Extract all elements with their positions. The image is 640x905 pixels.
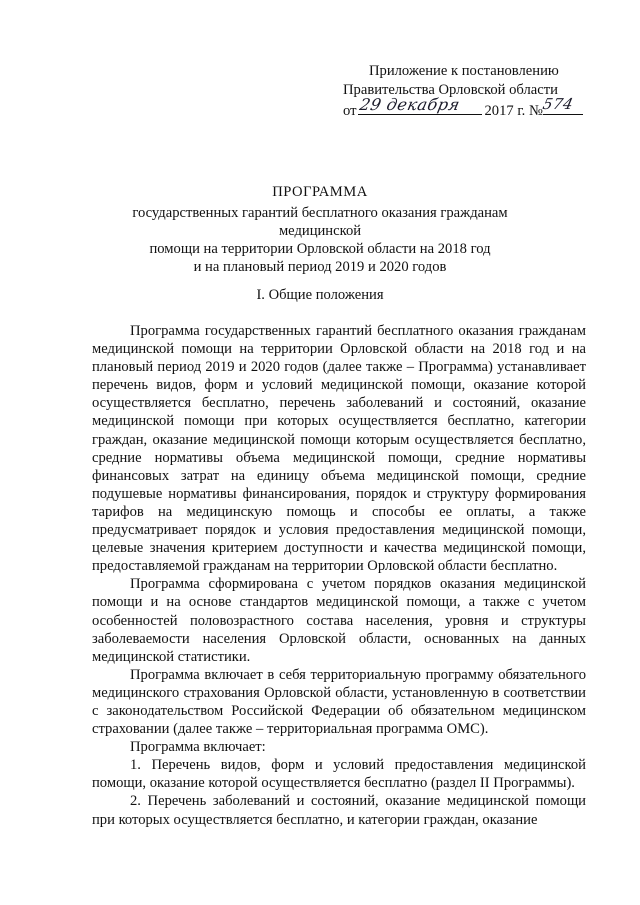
- from-prefix: от: [343, 103, 357, 119]
- paragraph: 1. Перечень видов, форм и условий предоставления медицинской помощи, оказание которой осуществляется бесплатно (раздел II Программы).: [92, 757, 586, 792]
- title-line-1: государственных гарантий бесплатного оказания гражданам медицинской: [132, 205, 508, 239]
- title-line-2: помощи на территории Орловской области на 2018 год: [149, 241, 491, 257]
- paragraph: Программа государственных гарантий бесплатного оказания гражданам медицинской помощи на территории Орловской области на 2018 год и на плановый период 2019 и 2020 годов (далее также – Программа) устанавливает перечень видов, форм и условий медицинской помощи, оказание которой осуществляется бесплатно, перечень заболеваний и состояний, оказание медицинской помощи при которых осуществляется бесплатно, категории граждан, оказание медицинской помощи которым осуществляется бесплатно, средние нормативы объема медицинской помощи, средние нормативы финансовых затрат на единицу объема медицинской помощи, средние подушевые нормативы финансирования, порядок и структуру формирования тарифов на медицинскую помощь и способы ее оплаты, а также предусматривает порядок и условия предоставления медицинской помощи, целевые значения критерием доступности и качества медицинской помощи, предоставляемой гражданам на территории Орловской области бесплатно.: [92, 323, 586, 575]
- paragraph: Программа включает в себя территориальную программу обязательного медицинского страхования Орловской области, установленную в соответствии с законодательством Российской Федерации об обязательном медицинском страховании (далее также – территориальная программа ОМС).: [92, 666, 586, 738]
- date-blank: [358, 95, 482, 115]
- number-blank: [541, 95, 583, 115]
- title-heading: ПРОГРАММА: [272, 184, 368, 200]
- document-body: [92, 322, 586, 829]
- appendix-date-line: [343, 95, 583, 121]
- appendix-block: [343, 62, 583, 121]
- appendix-line-1: Приложение к постановлению: [369, 63, 559, 79]
- year-text: 2017 г. №: [484, 103, 543, 119]
- section-heading: I. Общие положения: [256, 287, 384, 303]
- paragraph: Программа включает:: [130, 739, 266, 756]
- program-title: [90, 183, 550, 276]
- paragraph: Программа сформирована с учетом порядков оказания медицинской помощи и на основе стандартов медицинской помощи, а также с учетом особенностей половозрастного состава населения, уровня и структуры заболеваемости населения Орловской области, основанных на данных медицинской статистики.: [92, 576, 586, 665]
- title-line-3: и на плановый период 2019 и 2020 годов: [193, 259, 447, 275]
- paragraph: 2. Перечень заболеваний и состояний, оказание медицинской помощи при которых осуществляется бесплатно, и категории граждан, оказание: [92, 793, 586, 828]
- handwritten-number: 574: [541, 95, 576, 113]
- appendix-line-2: Правительства Орловской области: [343, 82, 558, 98]
- handwritten-date: 29 декабря: [358, 95, 463, 114]
